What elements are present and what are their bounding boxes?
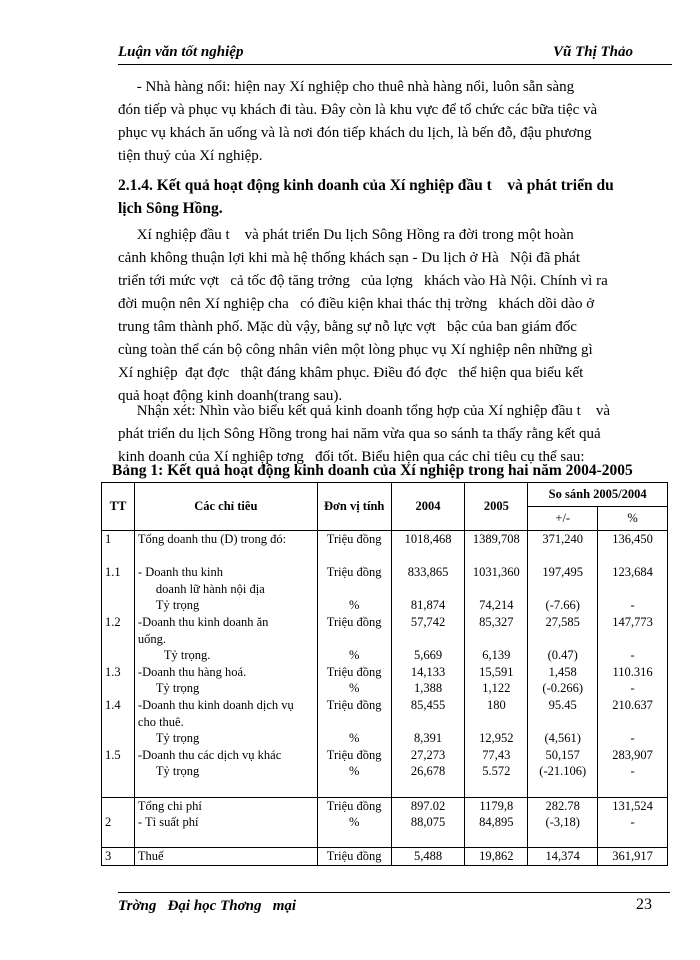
indicator-cell: Tổng chi phí - Tỉ suất phí [134, 797, 317, 848]
diff-cell: 282.78 (-3,18) [528, 797, 598, 848]
header-2005: 2005 [465, 483, 528, 531]
heading-line: 2.1.4. Kết quả hoạt động kinh doanh của Xí nghiệp đầu t và phát triển du [118, 177, 614, 194]
unit-cell: Triệu đồng % [317, 797, 391, 848]
text-line: cùng toàn thể cán bộ công nhân viên một lòng phục vụ Xí nghiệp nên những gì [118, 342, 593, 358]
unit-cell: Triệu đồng [317, 848, 391, 866]
text-line: Xí nghiệp đạt đợc thật đáng khâm phục. Điều đó đợc thể hiện qua biểu kết [118, 365, 584, 381]
text-line: Nhận xét: Nhìn vào biểu kết quả kinh doanh tổng hợp của Xí nghiệp đầu t và [118, 403, 610, 419]
indicator-cell: Thuế [134, 848, 317, 866]
text-line: đời muộn nên Xí nghiệp cha có điều kiện khai thác thị trờng khách dồi dào ở [118, 296, 595, 312]
tt-cell: 3 [102, 848, 135, 866]
percent-cell: 136,450 123,684 - 147,773 - 110.316 - 210.637 - 283,907 - [598, 531, 668, 798]
diff-cell: 371,240 197,495 (-7.66) 27,585 (0.47) 1,458 (-0.266) 95.45 (4,561) 50,157 (-21.106) [528, 531, 598, 798]
value-2005-cell: 19,862 [465, 848, 528, 866]
section-heading [118, 174, 678, 220]
tt-cell: 1 1.1 1.2 1.3 1.4 1.5 [102, 531, 135, 798]
page-number: 23 [636, 896, 652, 913]
body-paragraph [118, 224, 670, 408]
header-percent: % [598, 507, 668, 531]
remark-paragraph [118, 400, 670, 469]
heading-line: lịch Sông Hồng. [118, 200, 223, 217]
header-thesis-label: Luận văn tốt nghiệp [118, 44, 244, 60]
value-2004-cell: 1018,468 833,865 81,874 57,742 5,669 14,133 1,388 85,455 8,391 27,273 26,678 [391, 531, 465, 798]
intro-paragraph [118, 76, 670, 168]
header-divider [118, 64, 672, 65]
text-line: Xí nghiệp đầu t và phát triển Du lịch Sông Hồng ra đời trong một hoàn [118, 227, 574, 243]
table-row-revenue-group [102, 531, 668, 798]
footer-school: Trờng Đại học Thơng mại [118, 898, 297, 914]
text-line: đón tiếp và phục vụ khách đi tàu. Đây còn là khu vực để tổ chức các bữa tiệc và [118, 102, 598, 118]
header-tt: TT [102, 483, 135, 531]
footer-divider [118, 892, 670, 893]
unit-cell: Triệu đồng Triệu đồng % Triệu đồng % Triệu đồng % Triệu đồng % Triệu đồng % [317, 531, 391, 798]
header-compare: So sánh 2005/2004 [528, 483, 668, 507]
diff-cell: 14,374 [528, 848, 598, 866]
value-2005-cell: 1179,8 84,895 [465, 797, 528, 848]
header-diff: +/- [528, 507, 598, 531]
text-line: kinh doanh của Xí nghiệp tơng đối tốt. Biểu hiện qua các chỉ tiêu cụ thể sau: [118, 449, 585, 465]
text-line: - Nhà hàng nổi: hiện nay Xí nghiệp cho thuê nhà hàng nổi, luôn sẵn sàng [118, 79, 575, 95]
table-caption: Bảng 1: Kết quả hoạt động kinh doanh của Xí nghiệp trong hai năm 2004-2005 [112, 462, 633, 479]
business-results-table [101, 482, 668, 866]
text-line: tiện thuỷ của Xí nghiệp. [118, 148, 263, 164]
text-line: phát triển du lịch Sông Hồng trong hai năm vừa qua so sánh ta thấy rằng kết quả [118, 426, 601, 442]
text-line: quả hoạt động kinh doanh(trang sau). [118, 388, 343, 404]
table-row-tax [102, 848, 668, 866]
percent-cell: 131,524 - [598, 797, 668, 848]
header-2004: 2004 [391, 483, 465, 531]
value-2004-cell: 897.02 88,075 [391, 797, 465, 848]
header-unit: Đơn vị tính [317, 483, 391, 531]
percent-cell: 361,917 [598, 848, 668, 866]
text-line: trung tâm thành phố. Mặc dù vậy, bằng sự nỗ lực vợt bậc của ban giám đốc [118, 319, 577, 335]
value-2004-cell: 5,488 [391, 848, 465, 866]
tt-cell: 2 [102, 797, 135, 848]
header-author-name: Vũ Thị Thảo [553, 44, 634, 60]
table-row-cost-group [102, 797, 668, 848]
text-line: triển tới mức vợt cả tốc độ tăng trởng của lợng khách vào Hà Nội. Chính vì ra [118, 273, 608, 289]
header-indicator: Các chỉ tiêu [134, 483, 317, 531]
indicator-cell: Tổng doanh thu (D) trong đó: - Doanh thu kinh doanh lữ hành nội địa Tỷ trọng -Doanh thu kinh doanh ăn uống. Tỷ trọng. -Doanh thu hàng hoá. Tỷ trọng -Doanh thu kinh doanh dịch vụ cho thuê. Tỷ trọng -Doanh thu các dịch vụ khác Tỷ trọng [134, 531, 317, 798]
text-line: phục vụ khách ăn uống và là nơi đón tiếp khách du lịch, là bến đỗ, đậu phương [118, 125, 592, 141]
value-2005-cell: 1389,708 1031,360 74,214 85,327 6,139 15,591 1,122 180 12,952 77,43 5.572 [465, 531, 528, 798]
text-line: cảnh không thuận lợi khi mà hệ thống khách sạn - Du lịch ở Hà Nội đã phát [118, 250, 581, 266]
